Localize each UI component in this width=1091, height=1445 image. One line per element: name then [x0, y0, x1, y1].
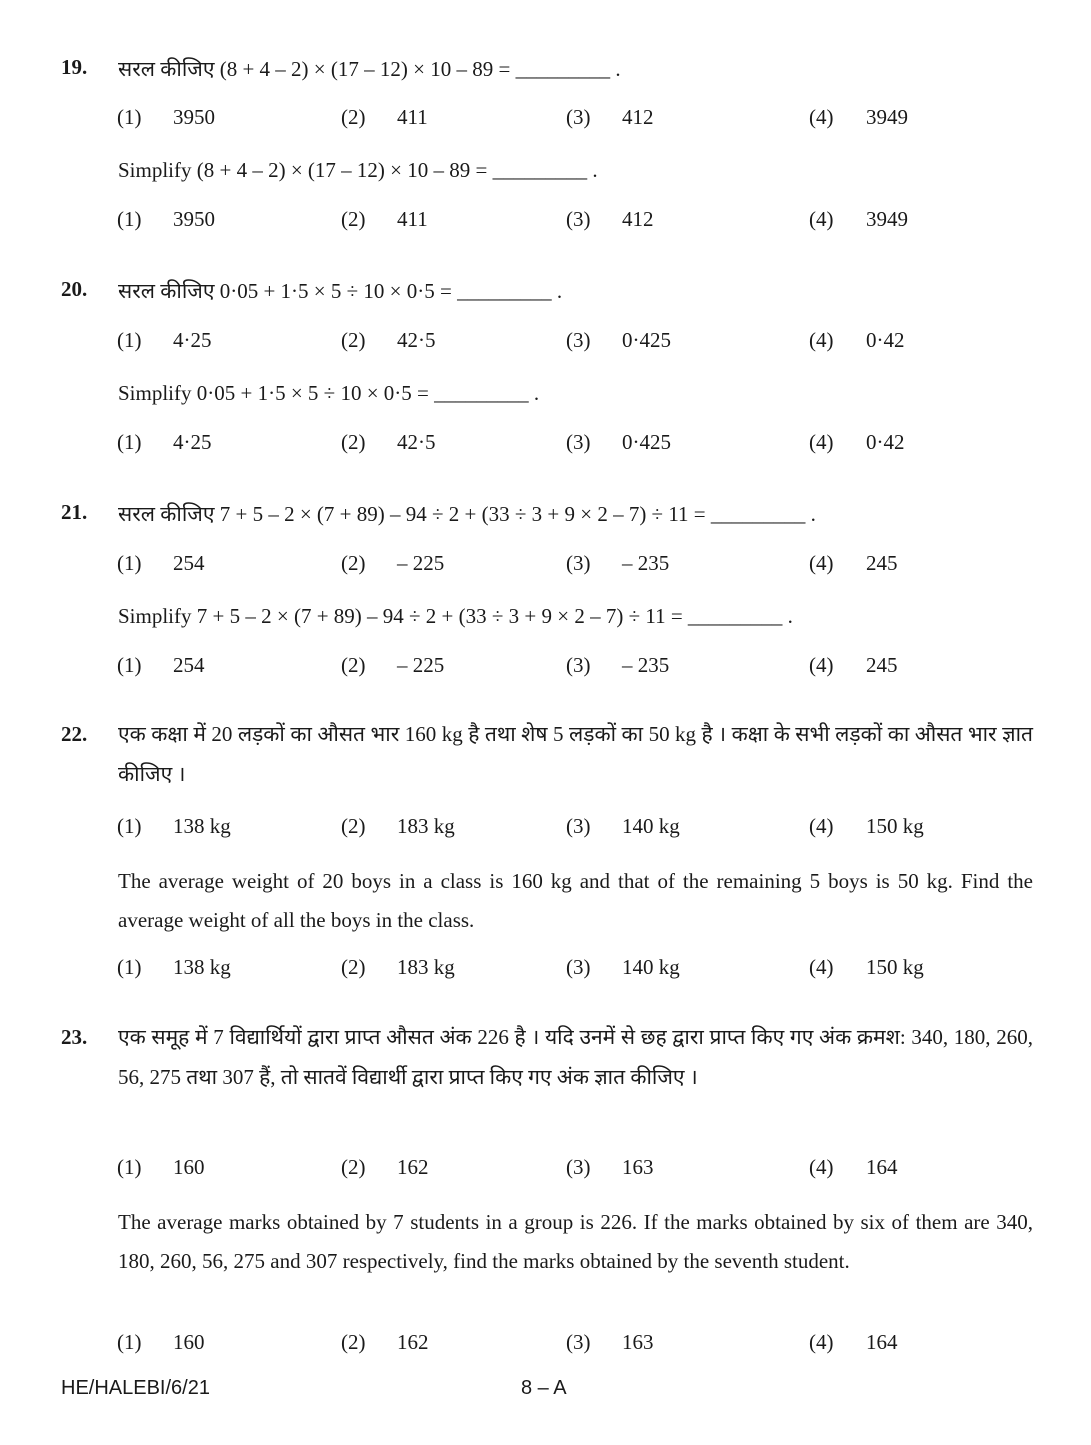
question-stem-hindi: एक कक्षा में 20 लड़कों का औसत भार 160 kg है तथा शेष 5 लड़कों का 50 kg है । कक्षा के सभी लड़कों का औसत भार ज्ञात कीजिए ।: [118, 722, 1033, 786]
option-label: (4): [809, 653, 834, 677]
option-label: (4): [809, 207, 834, 231]
option-label: (4): [809, 105, 834, 129]
option-value: 160: [173, 1330, 205, 1354]
question-stem-english: Simplify (8 + 4 – 2) × (17 – 12) × 10 – 89 = _________ .: [118, 158, 598, 182]
question-stem-english: The average marks obtained by 7 students in a group is 226. If the marks obtained by six of them are 340, 180, 260, 56, 275 and 307 respectively, find the marks obtained by the seventh student.: [118, 1210, 1033, 1273]
option-label: (3): [566, 1330, 591, 1354]
option-value: 164: [866, 1330, 898, 1354]
option-value: 254: [173, 551, 205, 575]
option-label: (4): [809, 551, 834, 575]
option-label: (1): [117, 814, 142, 838]
options-row-hindi: [0, 105, 1091, 133]
question-stem-hindi: सरल कीजिए 7 + 5 – 2 × (7 + 89) – 94 ÷ 2 + (33 ÷ 3 + 9 × 2 – 7) ÷ 11 = _________ .: [118, 502, 816, 526]
options-row-hindi: [0, 1155, 1091, 1183]
options-row-english: [0, 207, 1091, 235]
option-label: (1): [117, 105, 142, 129]
option-label: (2): [341, 430, 366, 454]
option-value: 0·425: [622, 430, 671, 454]
option-label: (2): [341, 653, 366, 677]
option-value: 0·425: [622, 328, 671, 352]
option-label: (2): [341, 955, 366, 979]
option-value: 254: [173, 653, 205, 677]
option-label: (2): [341, 328, 366, 352]
option-value: – 235: [622, 653, 670, 677]
options-row-hindi: [0, 551, 1091, 579]
option-value: 411: [397, 207, 428, 231]
page-number: 8 – A: [521, 1377, 567, 1399]
option-value: 42·5: [397, 328, 436, 352]
option-label: (1): [117, 430, 142, 454]
option-value: 150 kg: [866, 814, 924, 838]
option-label: (2): [341, 1155, 366, 1179]
question-stem-hindi: एक समूह में 7 विद्यार्थियों द्वारा प्राप्त औसत अंक 226 है । यदि उनमें से छह द्वारा प्राप्त किए गए अंक क्रमश: 340, 180, 260, 56, 275 तथा 307 हैं, तो सातवें विद्यार्थी द्वारा प्राप्त किए गए अंक ज्ञात कीजिए ।: [118, 1025, 1033, 1089]
option-value: 183 kg: [397, 955, 455, 979]
option-label: (3): [566, 551, 591, 575]
option-value: 3949: [866, 207, 908, 231]
option-value: 42·5: [397, 430, 436, 454]
option-value: 0·42: [866, 328, 905, 352]
option-value: 183 kg: [397, 814, 455, 838]
option-value: 0·42: [866, 430, 905, 454]
question-stem-hindi: सरल कीजिए (8 + 4 – 2) × (17 – 12) × 10 – 89 = _________ .: [118, 57, 621, 81]
option-label: (1): [117, 328, 142, 352]
option-value: 138 kg: [173, 955, 231, 979]
option-label: (3): [566, 653, 591, 677]
option-label: (4): [809, 814, 834, 838]
option-value: 3949: [866, 105, 908, 129]
option-value: – 235: [622, 551, 670, 575]
option-label: (3): [566, 814, 591, 838]
option-value: 4·25: [173, 430, 212, 454]
option-label: (4): [809, 328, 834, 352]
option-value: 411: [397, 105, 428, 129]
options-row-hindi: [0, 328, 1091, 356]
option-label: (1): [117, 955, 142, 979]
option-value: 162: [397, 1330, 429, 1354]
option-value: 245: [866, 653, 898, 677]
question-stem-english: Simplify 0·05 + 1·5 × 5 ÷ 10 × 0·5 = _________ .: [118, 381, 540, 405]
paper-code: HE/HALEBI/6/21: [61, 1377, 210, 1399]
option-label: (1): [117, 207, 142, 231]
option-label: (3): [566, 955, 591, 979]
question-stem-hindi: सरल कीजिए 0·05 + 1·5 × 5 ÷ 10 × 0·5 = _________ .: [118, 279, 563, 303]
option-label: (3): [566, 328, 591, 352]
question-number: 21.: [61, 500, 88, 524]
options-row-english: [0, 653, 1091, 681]
option-label: (4): [809, 430, 834, 454]
option-value: 163: [622, 1155, 654, 1179]
option-value: 138 kg: [173, 814, 231, 838]
question-number: 23.: [61, 1025, 88, 1049]
option-label: (4): [809, 1330, 834, 1354]
option-label: (1): [117, 1155, 142, 1179]
option-value: 3950: [173, 105, 215, 129]
option-label: (3): [566, 207, 591, 231]
option-label: (2): [341, 1330, 366, 1354]
option-value: 140 kg: [622, 955, 680, 979]
option-value: 3950: [173, 207, 215, 231]
option-value: 164: [866, 1155, 898, 1179]
option-value: 163: [622, 1330, 654, 1354]
options-row-english: [0, 430, 1091, 458]
option-label: (2): [341, 105, 366, 129]
question-stem-english: The average weight of 20 boys in a class is 160 kg and that of the remaining 5 boys is 50 kg. Find the average weight of all the boys in the class.: [118, 869, 1033, 932]
option-label: (3): [566, 105, 591, 129]
question-stem-english: Simplify 7 + 5 – 2 × (7 + 89) – 94 ÷ 2 + (33 ÷ 3 + 9 × 2 – 7) ÷ 11 = _________ .: [118, 604, 793, 628]
options-row-hindi: [0, 814, 1091, 842]
option-value: 140 kg: [622, 814, 680, 838]
options-row-english: [0, 955, 1091, 983]
question-number: 20.: [61, 277, 88, 301]
option-value: 4·25: [173, 328, 212, 352]
option-label: (2): [341, 551, 366, 575]
question-number: 22.: [61, 722, 88, 746]
option-value: 412: [622, 105, 654, 129]
option-value: 162: [397, 1155, 429, 1179]
option-value: 412: [622, 207, 654, 231]
option-label: (3): [566, 1155, 591, 1179]
option-label: (1): [117, 653, 142, 677]
option-value: – 225: [397, 551, 445, 575]
option-value: 245: [866, 551, 898, 575]
option-value: 150 kg: [866, 955, 924, 979]
question-number: 19.: [61, 55, 88, 79]
option-value: 160: [173, 1155, 205, 1179]
options-row-english: [0, 1330, 1091, 1358]
option-value: – 225: [397, 653, 445, 677]
option-label: (2): [341, 207, 366, 231]
option-label: (1): [117, 551, 142, 575]
option-label: (2): [341, 814, 366, 838]
option-label: (4): [809, 1155, 834, 1179]
option-label: (1): [117, 1330, 142, 1354]
option-label: (4): [809, 955, 834, 979]
option-label: (3): [566, 430, 591, 454]
